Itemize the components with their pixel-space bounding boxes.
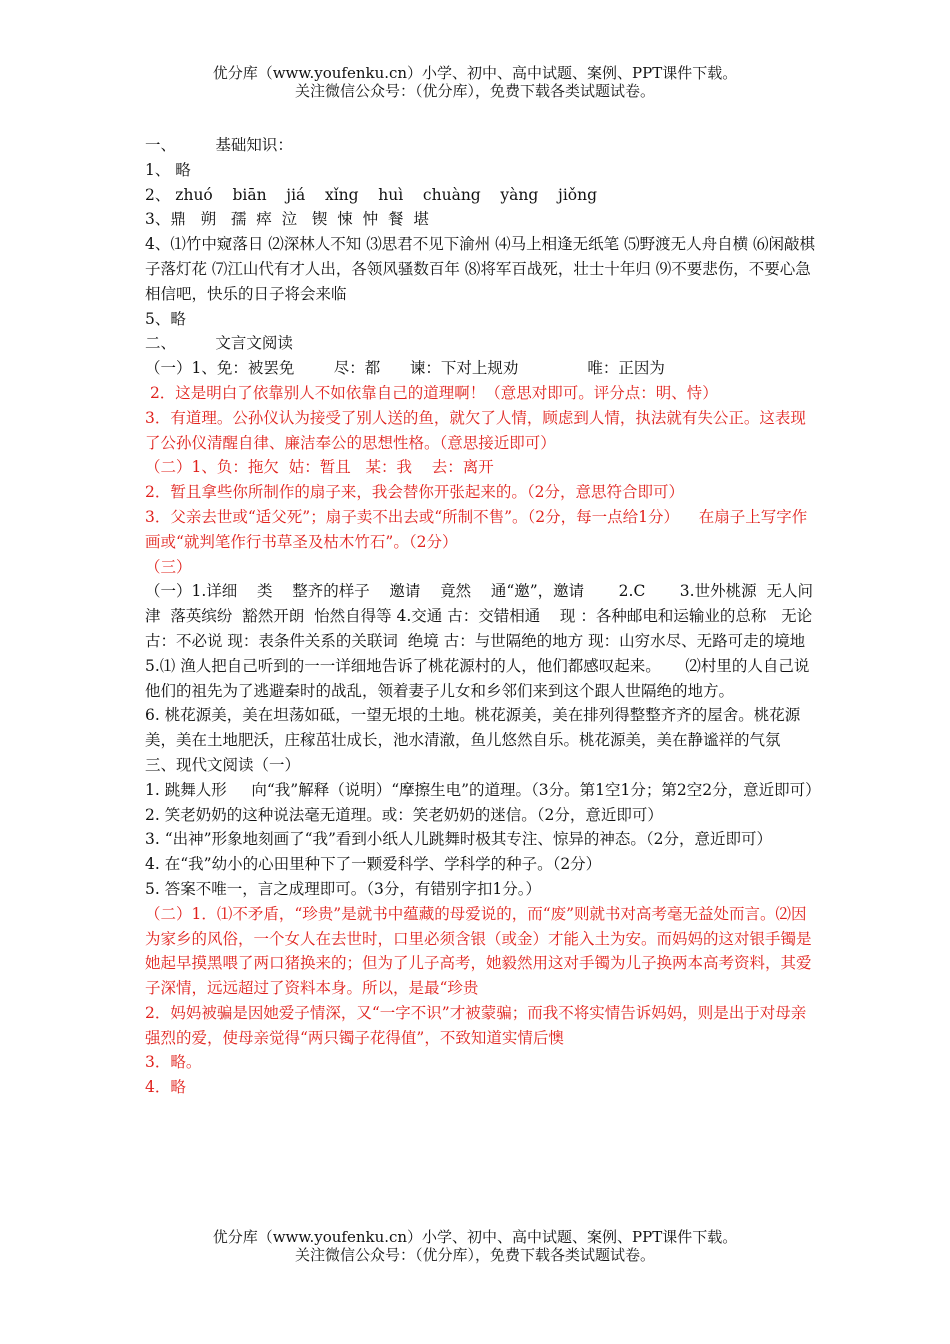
answer-line: （一）1、免：被罢免 尽：都 谏：下对上规劝 唯：正因为: [145, 359, 665, 378]
answer-line: 3．略。: [145, 1053, 202, 1072]
footer-line-2: 关注微信公众号：（优分库），免费下载各类试题试卷。: [294, 1246, 655, 1264]
header-line-2: 关注微信公众号：（优分库），免费下载各类试题试卷。: [294, 82, 655, 100]
page-header: [0, 64, 950, 100]
answer-line: 1、 略: [145, 160, 191, 179]
header-line-1: 优分库（www.youfenku.cn）小学、初中、高中试题、案例、PPT课件下载。: [212, 64, 738, 82]
answer-line: 5. 答案不唯一，言之成理即可。（3分，有错别字扣1分。）: [145, 879, 541, 898]
answer-line: 4、⑴竹中窥落日 ⑵深林人不知 ⑶思君不见下渝州 ⑷马上相逢无纸笔 ⑸野渡无人舟自横 ⑹闲敲棋子落灯花 ⑺江山代有才人出，各领风骚数百年 ⑻将军百战死，壮士十年归 ⑼不要悲伤，不要心急 相信吧，快乐的日子将会来临: [145, 235, 831, 303]
answer-line: （一）1.详细 类 整齐的样子 邀请 竟然 通“邀”，邀请 2.C 3.世外桃源 无人问津 落英缤纷 豁然开朗 怡然自得等 4.交通 古：交错相通 现 ：各种邮电和运输业的总称 无论 古：不必说 现：表条件关系的关联词 绝境 古：与世隔绝的地方 现：山穷水尽、无路可走的境地 5.⑴ 渔人把自己听到的一一详细地告诉了桃花源村的人，他们都感叹起来。 ⑵村里的人自己说他们的祖先为了逃避秦时的战乱，领着妻子儿女和乡邻们来到这个跟人世隔绝的地方。: [145, 582, 825, 700]
answer-line: 6. 桃花源美，美在坦荡如砥，一望无垠的土地。桃花源美，美在排列得整整齐齐的屋舍。桃花源美，美在土地肥沃，庄稼茁壮成长，池水清澈，鱼儿悠然自乐。桃花源美，美在静谧祥的气氛: [145, 706, 801, 750]
answer-line: 二、 文言文阅读: [145, 334, 293, 353]
answer-line: 3、鼎 朔 孺 瘁 泣 锲 悚 忡 餐 堪: [145, 210, 429, 229]
answer-line: （三）: [145, 557, 192, 576]
answer-line: （二）1、负：拖欠 姑：暂且 某：我 去：离开: [145, 458, 494, 477]
answer-line: 3．父亲去世或“适父死”；扇子卖不出去或“所制不售”。（2分，每一点给1分） 在扇子上写字作画或“就判笔作行书草圣及枯木竹石”。（2分）: [145, 507, 808, 551]
answer-line: 4. 在“我”幼小的心田里种下了一颗爱科学、学科学的种子。（2分）: [145, 855, 602, 874]
answer-line: 3. “出神”形象地刻画了“我”看到小纸人儿跳舞时极其专注、惊异的神态。（2分，意近即可）: [145, 830, 773, 849]
answer-line: 2. 笑老奶奶的这种说法毫无道理。或：笑老奶奶的迷信。（2分，意近即可）: [145, 805, 663, 824]
answer-line: 三、现代文阅读（一）: [145, 755, 301, 774]
page-footer: [0, 1228, 950, 1264]
answer-line: 2、 zhuó biān jiá xǐng huì chuàng yàng jiǒng: [145, 185, 598, 204]
answer-line: （二）1．⑴不矛盾，“珍贵”是就书中蕴藏的母爱说的，而“废”则就书对高考毫无益处而言。⑵因为家乡的风俗，一个女人在去世时，口里必须含银（或金）才能入土为安。而妈妈的这对银手镯是她起早摸黑喂了两口猪换来的；但为了儿子高考，她毅然用这对手镯为儿子换两本高考资料，其爱子深情，远远超过了资料本身。所以，是最“珍贵: [145, 904, 812, 998]
answer-line: 2．暂且拿些你所制作的扇子来，我会替你开张起来的。（2分，意思符合即可）: [145, 483, 684, 502]
footer-line-1: 优分库（www.youfenku.cn）小学、初中、高中试题、案例、PPT课件下载。: [212, 1228, 738, 1246]
answer-line: 3．有道理。公孙仪认为接受了别人送的鱼，就欠了人情，顾虑到人情，执法就有失公正。这表现了公孙仪清醒自律、廉洁奉公的思想性格。（意思接近即可）: [145, 408, 806, 452]
answer-line: 一、 基础知识：: [145, 136, 293, 154]
document-body: [145, 133, 831, 1100]
answer-line: 1. 跳舞人形 向“我”解释（说明）“摩擦生电”的道理。（3分。第1空1分；第2空2分，意近即可）: [145, 780, 821, 799]
answer-line: 2．这是明白了依靠别人不如依靠自己的道理啊！（意思对即可。评分点：明、恃）: [145, 383, 718, 402]
answer-line: 5、略: [145, 309, 186, 328]
answer-line: 4．略: [145, 1078, 186, 1097]
answer-line: 2．妈妈被骗是因她爱子情深，又“一字不识”才被蒙骗；而我不将实情告诉妈妈，则是出于对母亲强烈的爱，使母亲觉得“两只镯子花得值”，不致知道实情后懊: [145, 1003, 807, 1047]
